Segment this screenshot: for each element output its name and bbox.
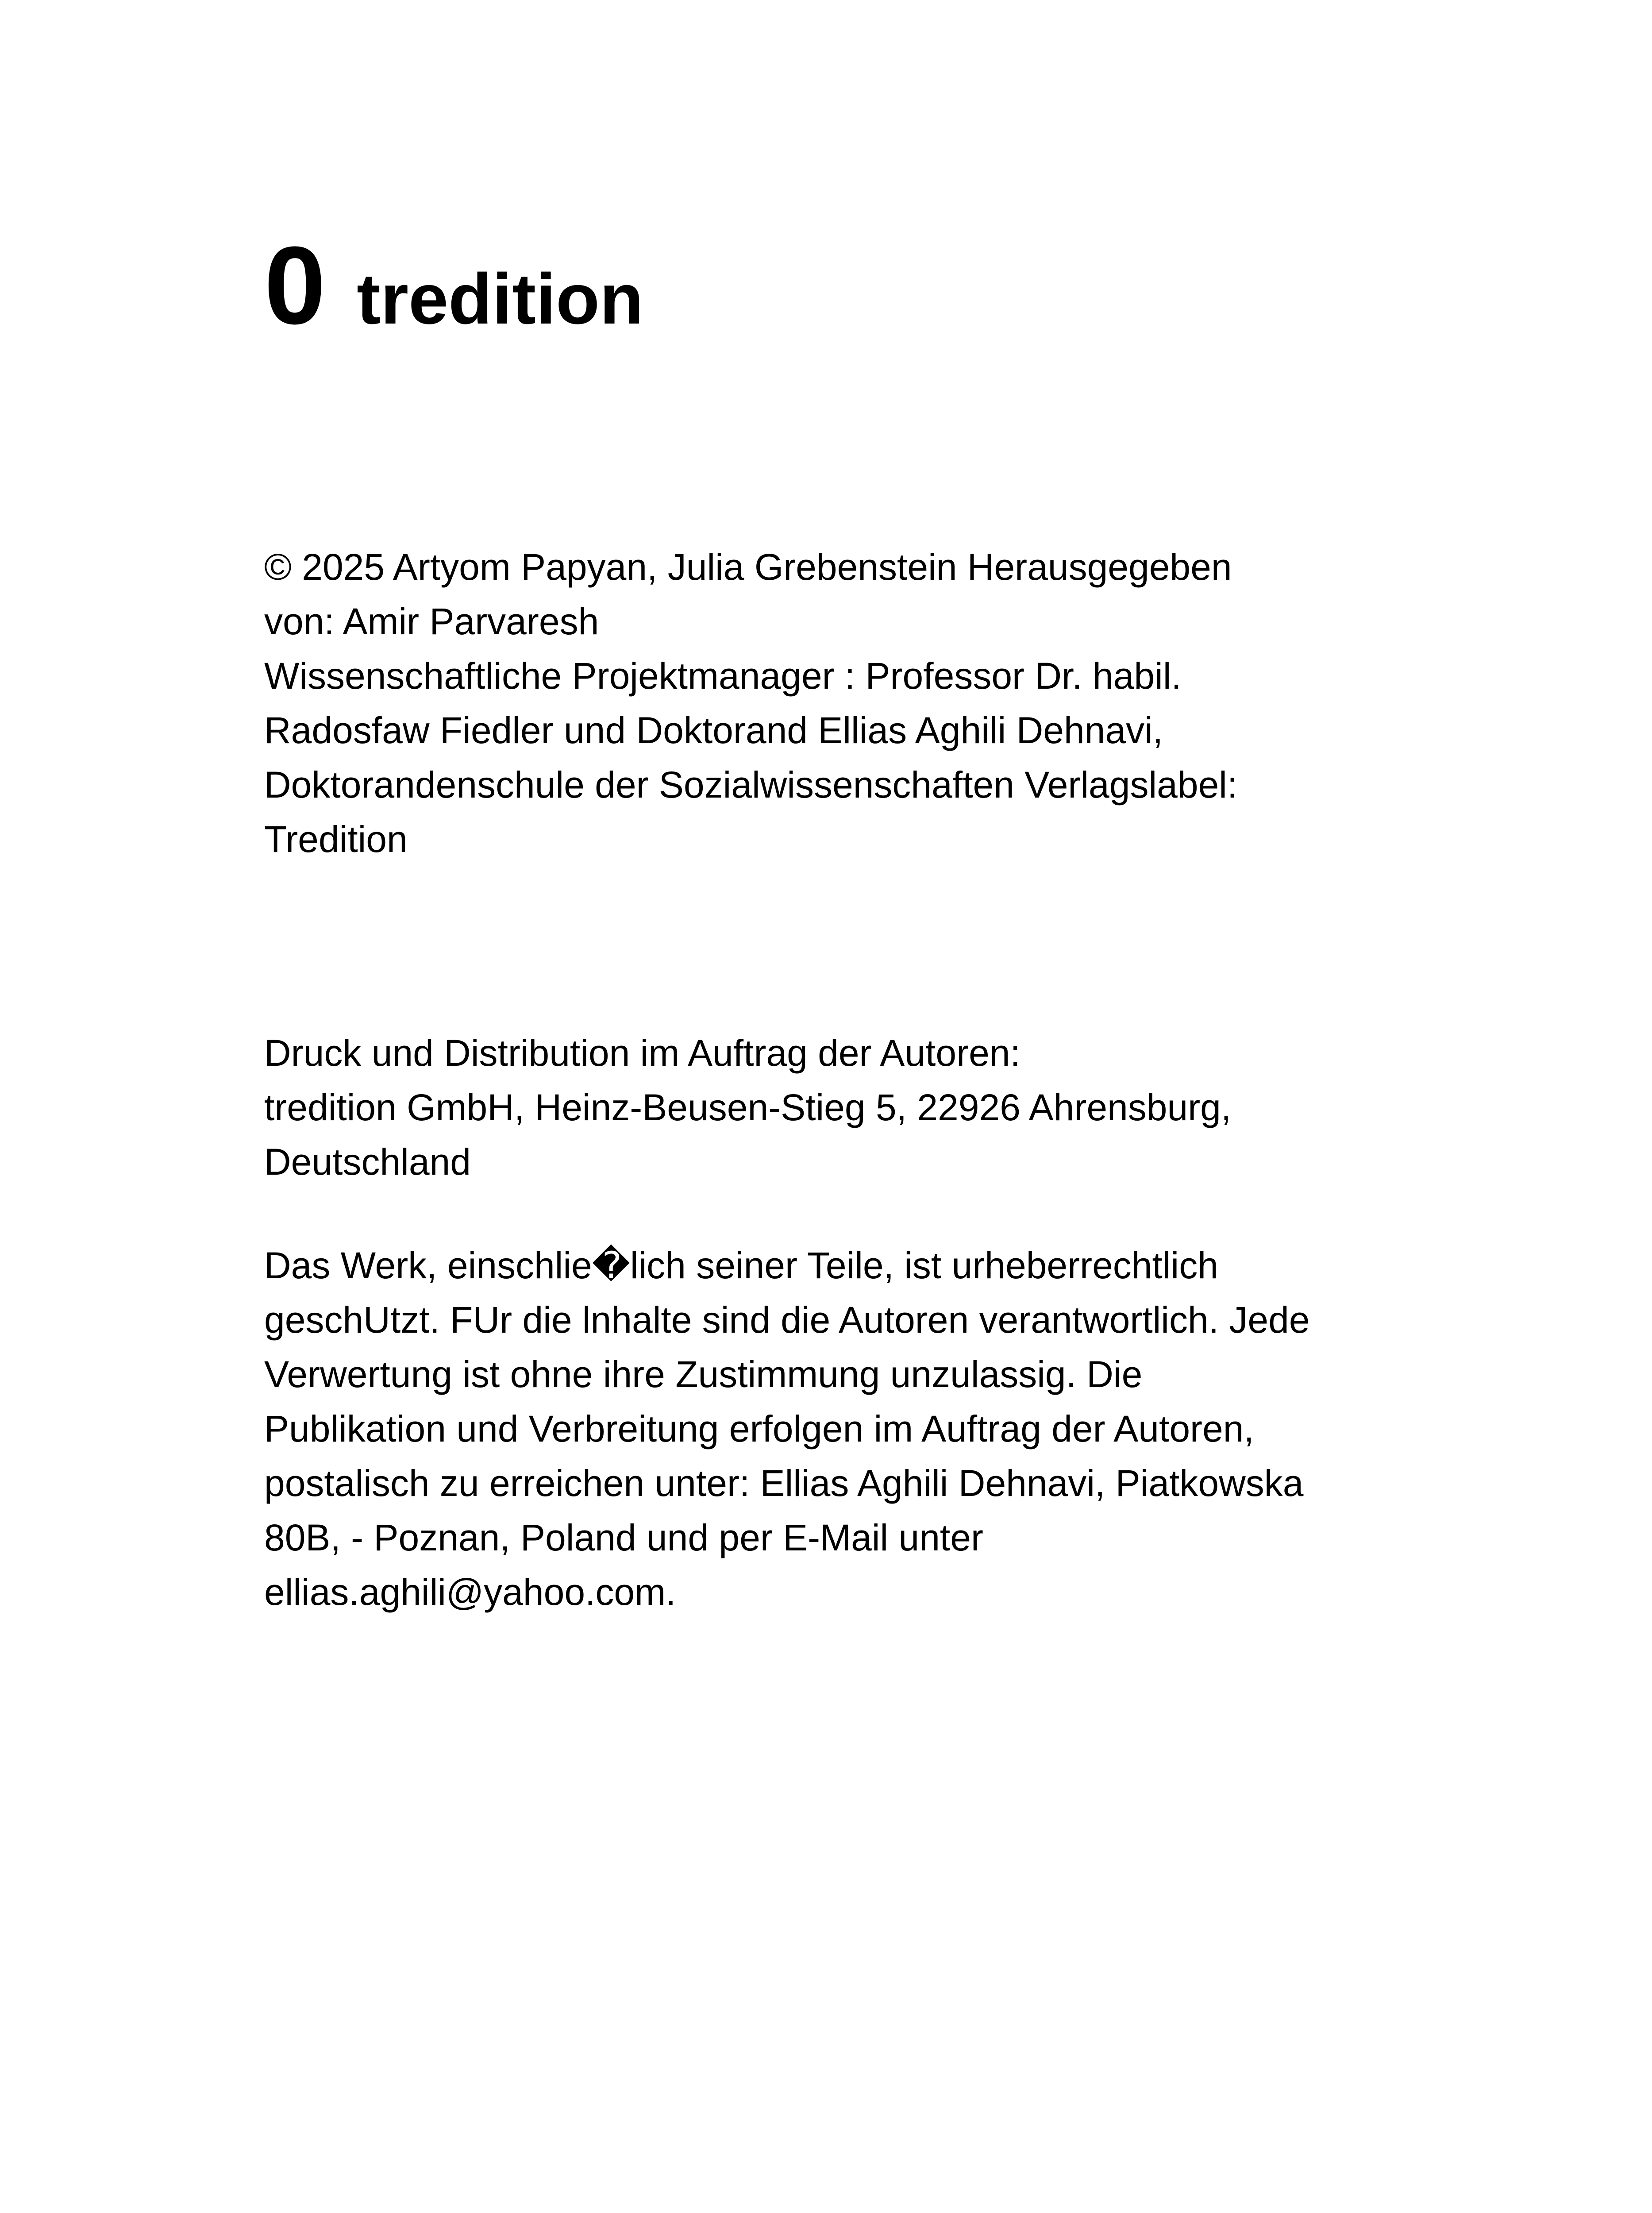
logo-mark: 0 [264,224,326,347]
copyright-line: Tredition [264,818,408,860]
copyright-line: © 2025 Artyom Papyan, Julia Grebenstein Herausgegeben [264,546,1232,588]
copyright-line: Wissenschaftliche Projektmanager : Professor Dr. habil. [264,655,1182,697]
rights-notice-line: 80B, - Poznan, Poland und per E-Mail unter [264,1517,983,1558]
rights-notice-line: postalisch zu erreichen unter: Ellias Aghili Dehnavi, Piatkowska [264,1462,1304,1504]
copyright-line: von: Amir Parvaresh [264,601,599,642]
rights-notice-line: Verwertung ist ohne ihre Zustimmung unzulassig. Die [264,1353,1143,1395]
print-distribution-line: tredition GmbH, Heinz-Beusen-Stieg 5, 22926 Ahrensburg, [264,1087,1232,1128]
copyright-block [264,540,1397,867]
rights-notice-line: Das Werk, einschlie�lich seiner Teile, ist urheberrechtlich [264,1245,1218,1286]
copyright-line: Doktorandenschule der Sozialwissenschaften Verlagslabel: [264,764,1238,806]
logo-wordmark: tredition [357,259,643,339]
copyright-line: Radosfaw Fiedler und Doktorand Ellias Aghili Dehnavi, [264,709,1163,751]
print-distribution-line: Druck und Distribution im Auftrag der Autoren: [264,1032,1020,1074]
print-distribution-line: Deutschland [264,1141,471,1183]
publisher-logo [264,224,643,347]
rights-notice-block [264,1238,1397,1619]
print-distribution-block [264,1026,1397,1189]
rights-notice-line: geschUtzt. FUr die lnhalte sind die Autoren verantwortlich. Jede [264,1299,1310,1341]
rights-notice-line: Publikation und Verbreitung erfolgen im Auftrag der Autoren, [264,1408,1254,1450]
rights-notice-line: ellias.aghili@yahoo.com. [264,1571,676,1613]
